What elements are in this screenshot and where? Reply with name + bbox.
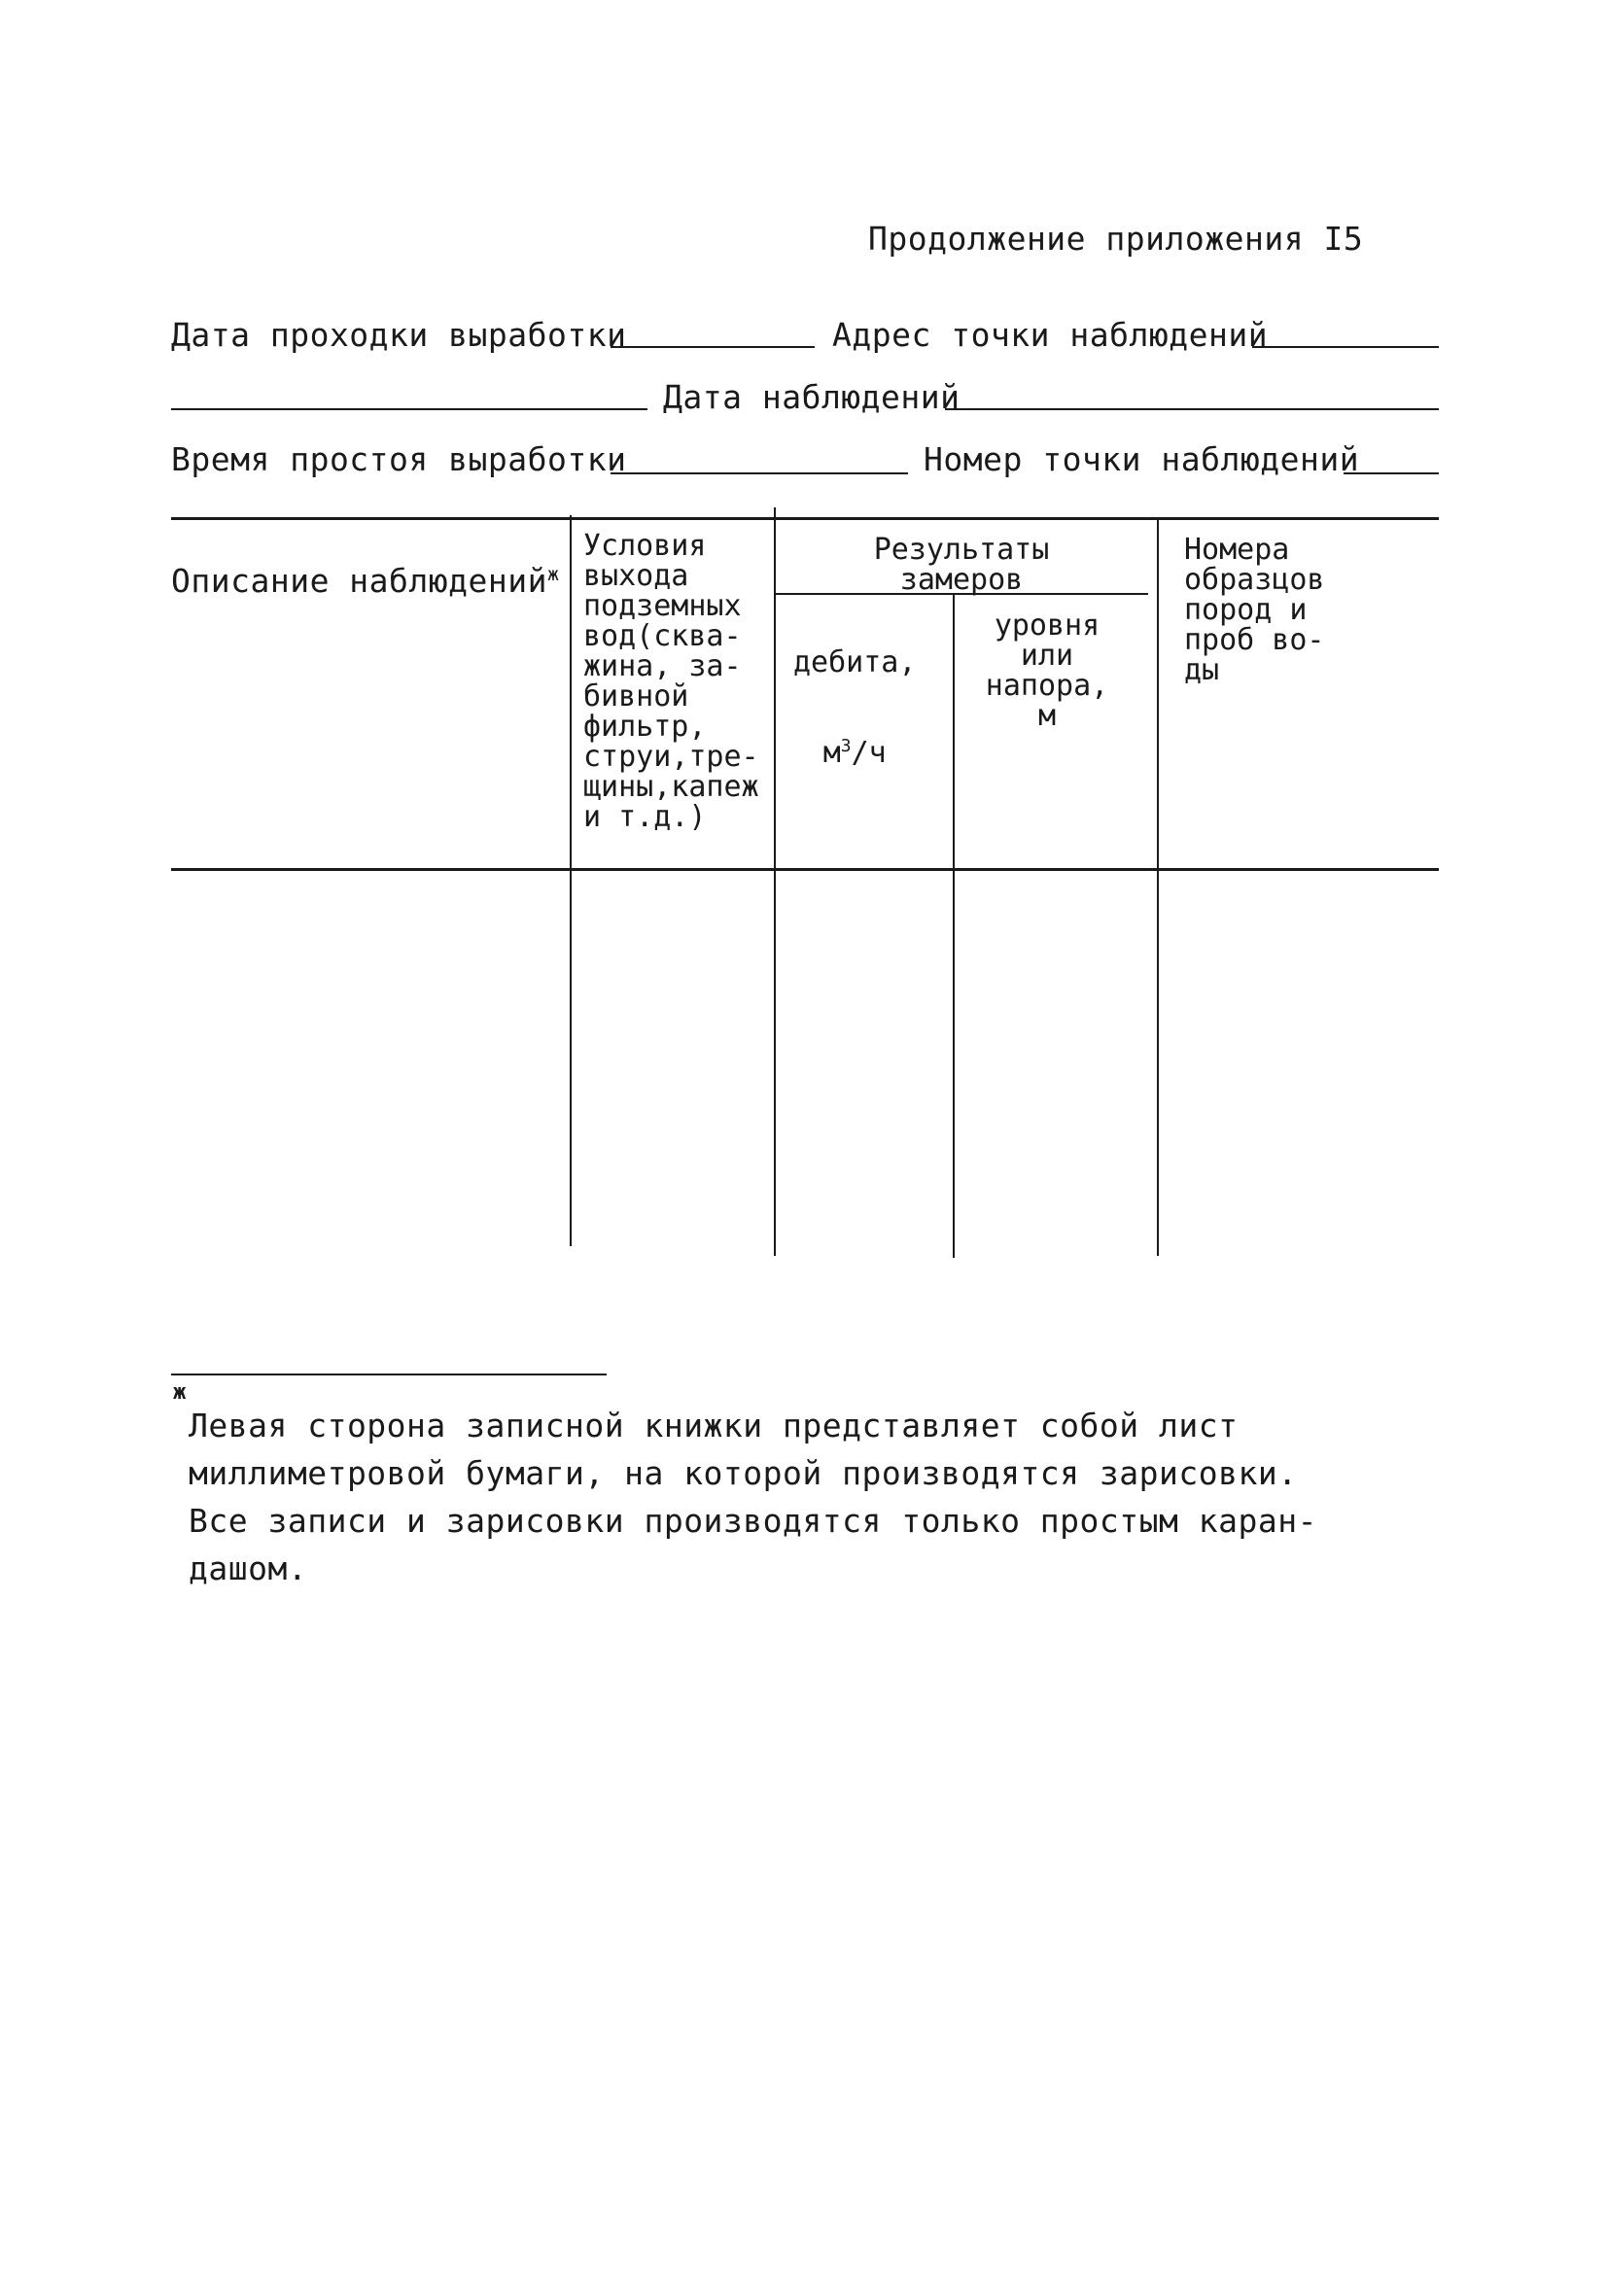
idle-time-label: Время простоя выработки (171, 440, 627, 478)
col-flow-rate (793, 617, 916, 768)
unit-base: м (822, 736, 841, 770)
footnote-line-2: миллиметровой бумаги, на которой производятся зарисовки. (189, 1454, 1298, 1492)
footnote-line-3: Все записи и зарисовки производятся только простым каран- (189, 1502, 1317, 1540)
table-col-divider-3 (953, 595, 955, 1258)
footnote-line-1: Левая сторона записной книжки представляет собой лист (189, 1407, 1239, 1444)
obs-date-label: Дата наблюдений (663, 378, 961, 416)
drive-date-field[interactable] (611, 346, 815, 348)
unit-rest: /ч (851, 736, 887, 770)
footnote-line-4: дашом. (189, 1549, 308, 1587)
table-col-divider-4 (1157, 519, 1159, 1256)
table-col-divider-2 (774, 507, 776, 1256)
col-flow-rate-unit (823, 736, 887, 770)
point-number-label: Номер точки наблюдений (924, 440, 1360, 478)
table-col-divider-1 (570, 515, 572, 1246)
address-continuation-field[interactable] (171, 408, 647, 410)
col-flow-rate-label: дебита, (793, 645, 917, 679)
col-observation-footnote-mark: ж (547, 563, 560, 585)
drive-date-label: Дата проходки выработки (171, 316, 627, 354)
col-measurement-results: Результаты замеров (873, 533, 1050, 597)
footnote-rule (171, 1374, 607, 1375)
obs-date-field[interactable] (945, 408, 1439, 410)
idle-time-field[interactable] (611, 472, 908, 474)
table-header-bottom-rule (171, 868, 1439, 871)
col-level-or-head: уровня или напора, м (985, 609, 1109, 733)
point-address-label: Адрес точки наблюдений (832, 316, 1269, 354)
table-top-rule (171, 517, 1439, 520)
page-title: Продолжение приложения I5 (868, 220, 1364, 258)
point-number-field[interactable] (1344, 472, 1439, 474)
col-sample-numbers: Номера образцов пород и проб во- ды (1184, 533, 1325, 687)
col-observation-description-label: Описание наблюдений (171, 562, 547, 600)
point-address-field[interactable] (1252, 346, 1439, 348)
col-water-outlet-conditions: Условия выхода подземных вод(сква- жина, за- бивной фильтр, струи,тре- щины,капеж и т.д.) (583, 529, 759, 834)
footnote-mark: ж (173, 1380, 187, 1405)
unit-exponent: 3 (840, 736, 852, 756)
col-observation-description (171, 562, 559, 600)
